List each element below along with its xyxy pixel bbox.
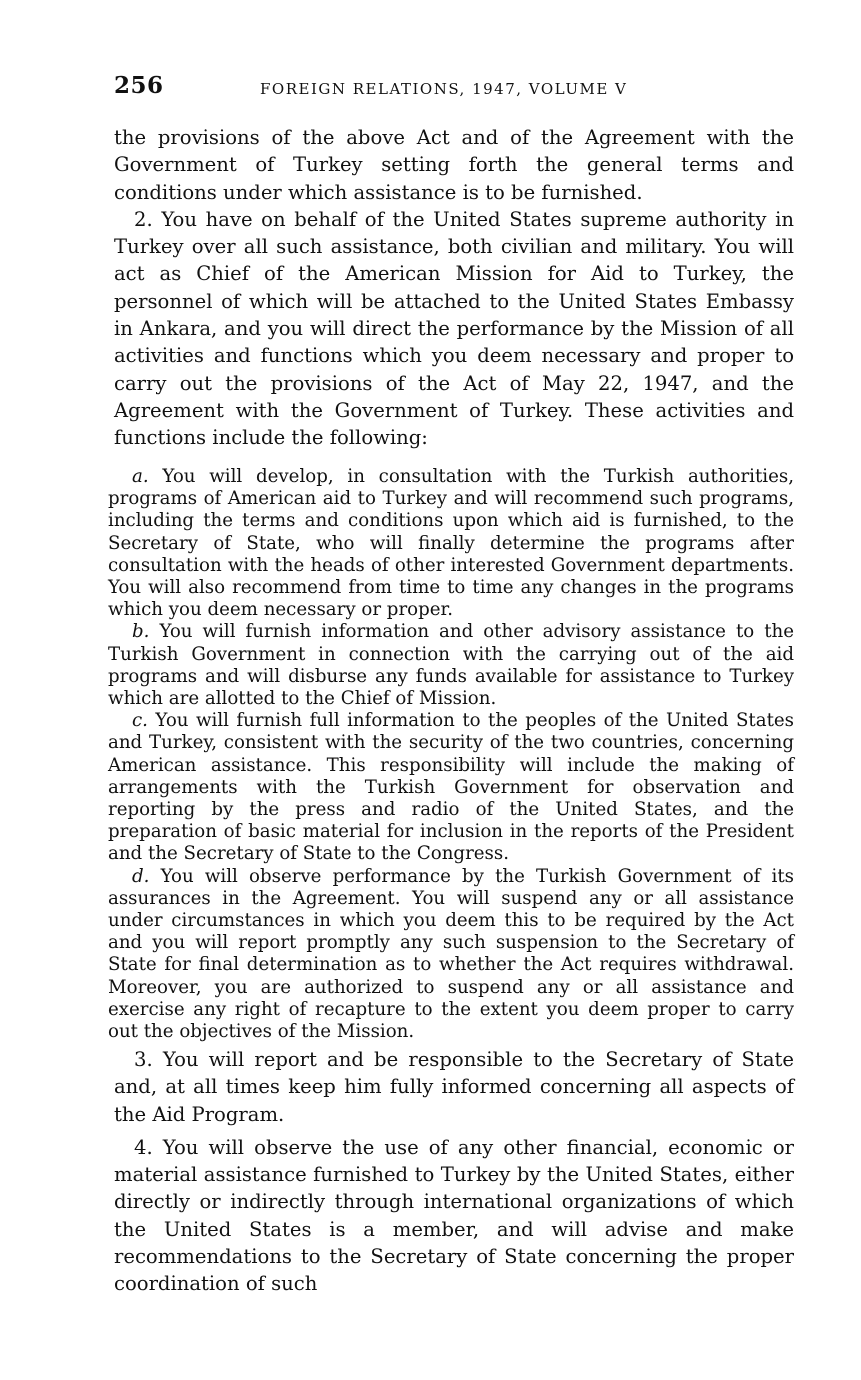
paragraph-2: 2. You have on behalf of the United States supreme authority in Turkey over all such assistance, both civilian and military. You will act as Chief of the American Mission for Aid to Turkey, the personnel of which will be attached to the United States Embassy in Ankara, and you will direct the performance by the Mission of all activities and functions which you deem necessary and proper to carry out the provisions of the Act of May 22, 1947, and the Agreement with the Government of Turkey. These activities and functions include the following: — [114, 207, 794, 450]
main-text-lower — [114, 1046, 794, 1298]
running-head: FOREIGN RELATIONS, 1947, VOLUME V — [260, 80, 628, 98]
paragraph-3: 3. You will report and be responsible to the Secretary of State and, at all times keep him fully informed concerning all aspects of the Aid Program. — [114, 1048, 794, 1126]
sub-item-list — [108, 466, 794, 1043]
sub-item-c — [108, 710, 794, 865]
page-header — [114, 72, 794, 102]
page-number: 256 — [114, 72, 164, 99]
sub-item-b — [108, 621, 794, 710]
paragraph-4: 4. You will observe the use of any other financial, economic or material assistance furnished to Turkey by the United States, either directly or indirectly through international organizations of which the United States is a member, and will advise and make recommendations to the Secretary of State concerning the proper coordination of such — [114, 1135, 794, 1296]
sub-item-letter: b. — [132, 621, 150, 643]
sub-item-d — [108, 866, 794, 1044]
sub-item-text: You will furnish full information to the peoples of the United States and Turkey, consistent with the security of the two countries, concerning American assistance. This responsibility will include the making of arrangements with the Turkish Government for observation and reporting by the press and radio of the United States, and the preparation of basic material for inclusion in the reports of the President and the Secretary of State to the Congress. — [108, 710, 794, 865]
continuation-paragraph: the provisions of the above Act and of the Agreement with the Government of Turkey setting forth the general terms and conditions under which assistance is to be furnished. — [114, 126, 794, 204]
sub-item-text: You will observe performance by the Turkish Government of its assurances in the Agreement. You will suspend any or all assistance under circumstances in which you deem this to be required by the Act and you will report promptly any such suspension to the Secretary of State for final determination as to whether the Act requires withdrawal. Moreover, you are authorized to suspend any or all assistance and exercise any right of recapture to the extent you deem proper to carry out the objectives of the Mission. — [108, 865, 794, 1043]
sub-item-a — [108, 466, 794, 621]
sub-item-text: You will develop, in consultation with the Turkish authorities, programs of American aid to Turkey and will recommend such programs, including the terms and conditions upon which aid is furnished, to the Secretary of State, who will finally determine the programs after consultation with the heads of other interested Government departments. You will also recommend from time to time any changes in the programs which you deem necessary or proper. — [108, 466, 794, 621]
sub-item-letter: d. — [132, 865, 150, 887]
main-text-upper — [114, 124, 794, 452]
sub-item-letter: c. — [132, 710, 148, 732]
sub-item-letter: a. — [132, 466, 149, 487]
sub-item-text: You will furnish information and other advisory assistance to the Turkish Government in connection with the carrying out of the aid programs and will disburse any funds available for assistance to Turkey which are allotted to the Chief of Mission. — [108, 621, 794, 710]
